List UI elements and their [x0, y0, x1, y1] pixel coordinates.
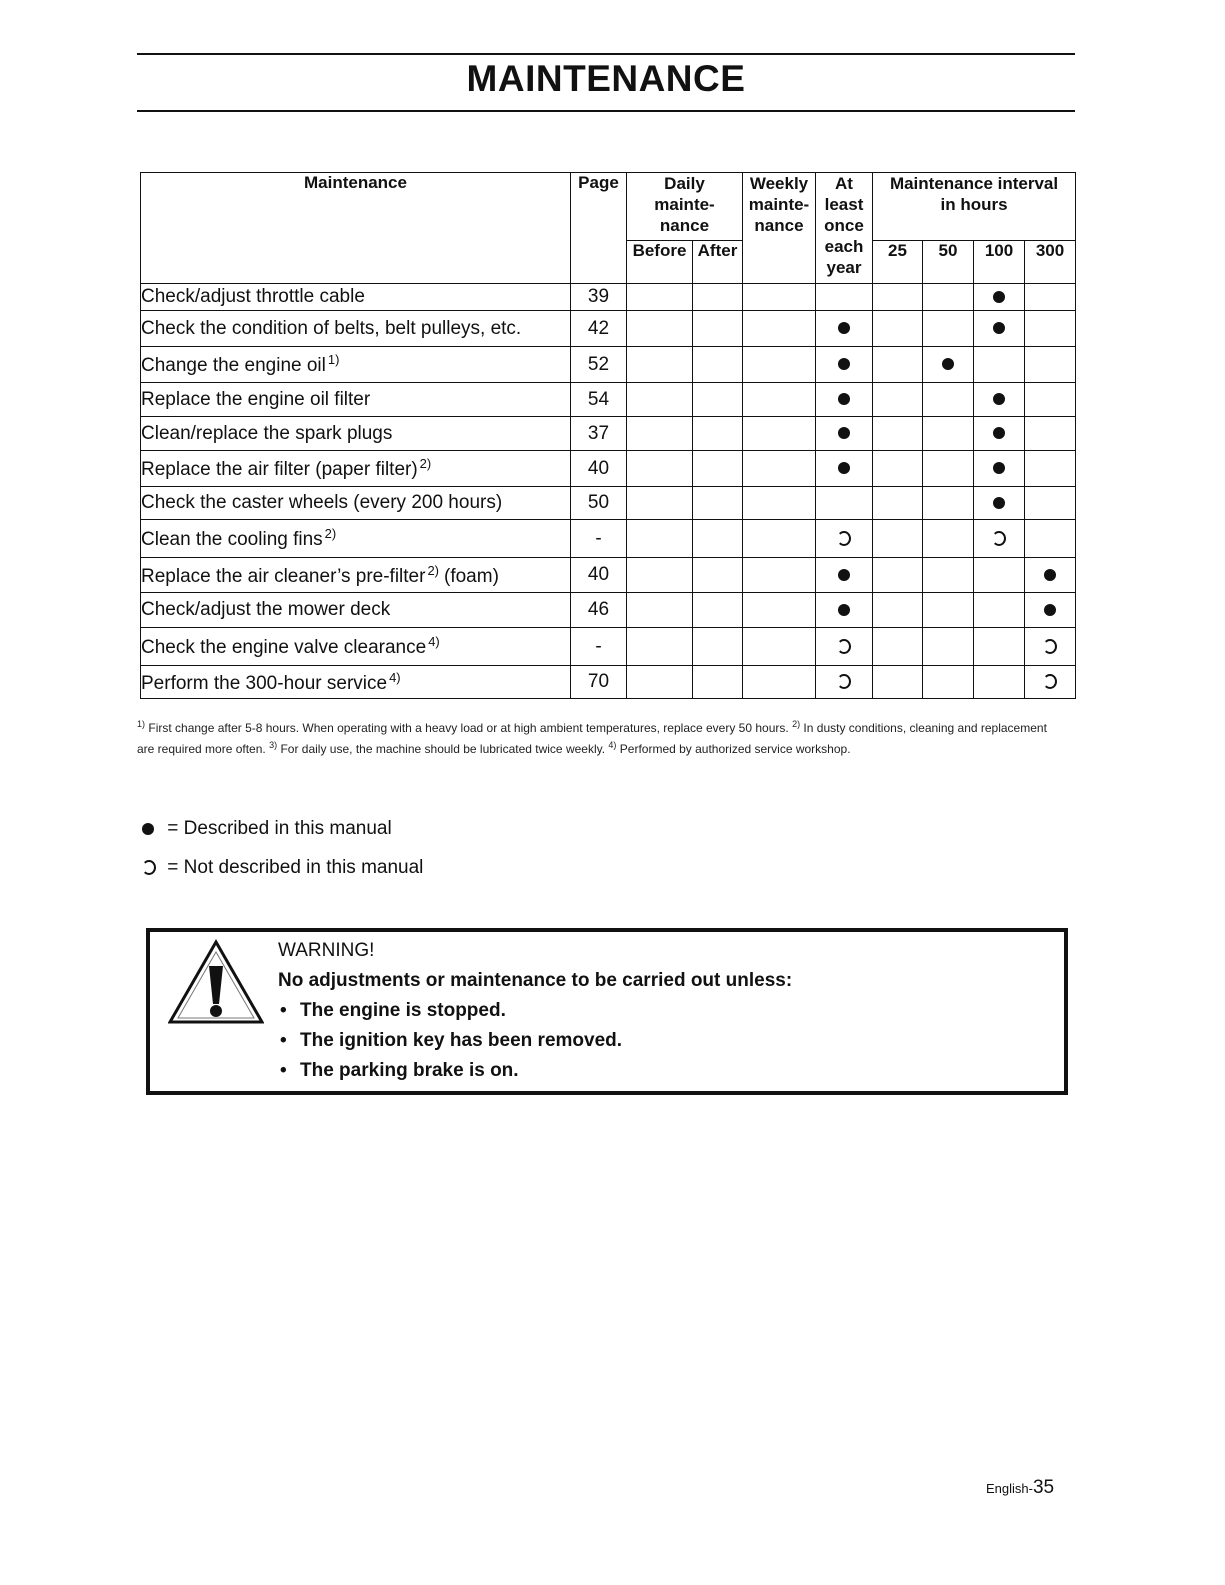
interval-cell-h25: [873, 311, 923, 347]
task-cell: [141, 451, 571, 487]
interval-cell-after: [693, 284, 743, 311]
header-annual-line1: At: [835, 174, 853, 193]
table-row: [141, 311, 1076, 347]
legend-open: [142, 857, 423, 879]
header-interval-line2: in hours: [940, 195, 1008, 214]
interval-cell-h100: [974, 417, 1025, 451]
interval-cell-after: [693, 347, 743, 383]
task-cell: [141, 487, 571, 520]
page-cell: 50: [571, 487, 627, 520]
interval-cell-weekly: [743, 311, 816, 347]
interval-cell-h25: [873, 628, 923, 666]
footnote-mark: 2): [792, 719, 801, 729]
page-title: MAINTENANCE: [466, 58, 746, 99]
interval-cell-after: [693, 487, 743, 520]
task-label: Check the condition of belts, belt pulleys, etc.: [141, 317, 522, 339]
interval-cell-weekly: [743, 558, 816, 593]
table-row: [141, 284, 1076, 311]
table-row: [141, 417, 1076, 451]
task-cell: [141, 284, 571, 311]
interval-cell-h300: [1025, 417, 1076, 451]
interval-cell-after: [693, 417, 743, 451]
filled-dot-icon: [1044, 569, 1056, 581]
footnote-mark: 4): [608, 740, 617, 750]
task-cell: [141, 628, 571, 666]
header-annual-line5: year: [826, 258, 862, 277]
header-50h: 50: [923, 241, 974, 284]
header-daily-line2: mainte-: [654, 195, 715, 214]
header-300h: 300: [1025, 241, 1076, 284]
interval-cell-after: [693, 628, 743, 666]
interval-cell-h50: [923, 347, 974, 383]
footnote-text: For daily use, the machine should be lubricated twice weekly.: [280, 742, 606, 756]
interval-cell-h25: [873, 593, 923, 628]
interval-cell-h50: [923, 593, 974, 628]
interval-cell-h100: [974, 284, 1025, 311]
header-maintenance: Maintenance: [141, 173, 571, 284]
filled-dot-icon: [993, 393, 1005, 405]
interval-cell-before: [627, 383, 693, 417]
warning-subtitle: No adjustments or maintenance to be carried out unless:: [278, 970, 793, 991]
interval-cell-h300: [1025, 347, 1076, 383]
interval-cell-h300: [1025, 628, 1076, 666]
task-label: Replace the engine oil filter: [141, 388, 371, 410]
footnote-ref: 4): [428, 634, 440, 649]
interval-cell-h50: [923, 417, 974, 451]
warning-title: WARNING!: [278, 940, 375, 961]
page-cell: 40: [571, 558, 627, 593]
interval-cell-h25: [873, 520, 923, 558]
table-row: [141, 383, 1076, 417]
filled-dot-icon: [838, 427, 850, 439]
interval-cell-h300: [1025, 593, 1076, 628]
interval-cell-h25: [873, 451, 923, 487]
interval-cell-h100: [974, 520, 1025, 558]
interval-cell-h300: [1025, 311, 1076, 347]
interval-cell-h300: [1025, 558, 1076, 593]
interval-cell-h50: [923, 284, 974, 311]
table-row: [141, 347, 1076, 383]
schedule-body: [141, 284, 1076, 699]
task-cell: [141, 417, 571, 451]
interval-cell-annual: [816, 666, 873, 699]
filled-dot-icon: [993, 497, 1005, 509]
header-weekly-line1: Weekly: [749, 174, 809, 193]
header-interval-line1: Maintenance interval: [889, 174, 1059, 193]
open-circle-icon: [837, 531, 851, 546]
interval-cell-annual: [816, 451, 873, 487]
interval-cell-annual: [816, 347, 873, 383]
interval-cell-h50: [923, 666, 974, 699]
task-cell: [141, 311, 571, 347]
table-row: [141, 593, 1076, 628]
header-before: Before: [627, 241, 693, 284]
table-row: [141, 487, 1076, 520]
interval-cell-h50: [923, 383, 974, 417]
header-annual-line4: each: [824, 237, 864, 256]
interval-cell-h50: [923, 311, 974, 347]
task-cell: [141, 383, 571, 417]
interval-cell-before: [627, 487, 693, 520]
legend-filled: [142, 818, 392, 840]
interval-cell-h300: [1025, 451, 1076, 487]
footer-page-number: 35: [1032, 1477, 1055, 1498]
footnote-text: First change after 5-8 hours. When operating with a heavy load or at high ambient temperatures, replace every 50 hours.: [148, 721, 789, 735]
interval-cell-h100: [974, 666, 1025, 699]
interval-cell-h25: [873, 558, 923, 593]
interval-cell-h100: [974, 451, 1025, 487]
interval-cell-annual: [816, 558, 873, 593]
header-annual-line3: once: [824, 216, 864, 235]
page-cell: 37: [571, 417, 627, 451]
interval-cell-h100: [974, 593, 1025, 628]
legend-filled-label: = Described in this manual: [167, 818, 392, 839]
task-cell: [141, 558, 571, 593]
task-cell: [141, 666, 571, 699]
interval-cell-before: [627, 558, 693, 593]
interval-cell-weekly: [743, 347, 816, 383]
interval-cell-h100: [974, 311, 1025, 347]
task-label: Check the caster wheels (every 200 hours): [141, 492, 503, 513]
interval-cell-annual: [816, 383, 873, 417]
open-circle-icon: [837, 639, 851, 654]
header-annual: [816, 173, 873, 284]
header-daily-line3: nance: [659, 216, 710, 235]
interval-cell-h50: [923, 628, 974, 666]
footnote-ref: 1): [327, 352, 340, 367]
filled-dot-icon: [838, 393, 850, 405]
footnote-4: [608, 742, 850, 756]
interval-cell-h25: [873, 417, 923, 451]
footnote-ref: 2): [324, 526, 337, 541]
filled-dot-icon: [993, 427, 1005, 439]
interval-cell-before: [627, 451, 693, 487]
interval-cell-h50: [923, 520, 974, 558]
interval-cell-after: [693, 451, 743, 487]
interval-cell-weekly: [743, 628, 816, 666]
filled-dot-icon: [993, 291, 1005, 303]
interval-cell-weekly: [743, 451, 816, 487]
footnote-3: [269, 742, 605, 756]
interval-cell-weekly: [743, 383, 816, 417]
interval-cell-before: [627, 417, 693, 451]
task-label: Check the engine valve clearance: [141, 637, 427, 658]
interval-cell-h300: [1025, 487, 1076, 520]
interval-cell-h100: [974, 487, 1025, 520]
task-label: Replace the air filter (paper filter): [141, 459, 418, 480]
task-label: Check/adjust the mower deck: [141, 599, 391, 620]
warning-triangle-icon: [168, 938, 264, 1026]
interval-cell-h25: [873, 284, 923, 311]
task-label: Clean/replace the spark plugs: [141, 422, 393, 444]
interval-cell-annual: [816, 284, 873, 311]
filled-dot-icon: [1044, 604, 1056, 616]
interval-cell-weekly: [743, 487, 816, 520]
filled-dot-icon: [142, 818, 162, 840]
interval-cell-after: [693, 593, 743, 628]
warning-box: [146, 928, 1068, 1095]
interval-cell-after: [693, 558, 743, 593]
interval-cell-h25: [873, 666, 923, 699]
interval-cell-h100: [974, 628, 1025, 666]
task-label: Change the engine oil: [141, 355, 326, 376]
interval-cell-h25: [873, 347, 923, 383]
task-cell: [141, 347, 571, 383]
open-circle-icon: [1043, 674, 1057, 689]
page-cell: 54: [571, 383, 627, 417]
warning-text: [278, 936, 792, 1086]
page-cell: 46: [571, 593, 627, 628]
task-suffix: (foam): [444, 565, 499, 587]
filled-dot-icon: [838, 358, 850, 370]
footnote-text: Performed by authorized service workshop.: [619, 742, 851, 756]
filled-dot-icon: [838, 604, 850, 616]
header-interval: [873, 173, 1076, 241]
interval-cell-h100: [974, 383, 1025, 417]
task-label: Check/adjust throttle cable: [141, 286, 365, 307]
header-weekly-line3: nance: [754, 216, 804, 235]
interval-cell-before: [627, 520, 693, 558]
warning-item: • The ignition key has been removed.: [278, 1026, 792, 1056]
interval-cell-h50: [923, 558, 974, 593]
interval-cell-h25: [873, 383, 923, 417]
interval-cell-before: [627, 311, 693, 347]
footnotes: [137, 716, 1067, 758]
footnote-mark: 1): [137, 719, 146, 729]
interval-cell-before: [627, 666, 693, 699]
interval-cell-h50: [923, 487, 974, 520]
interval-cell-before: [627, 347, 693, 383]
top-rule: [137, 53, 1075, 55]
interval-cell-annual: [816, 628, 873, 666]
filled-dot-icon: [838, 462, 850, 474]
open-circle-icon: [1043, 639, 1057, 654]
interval-cell-h300: [1025, 666, 1076, 699]
interval-cell-h300: [1025, 520, 1076, 558]
interval-cell-annual: [816, 311, 873, 347]
interval-cell-h300: [1025, 284, 1076, 311]
open-circle-icon: [142, 857, 162, 879]
footnote-mark: 3): [269, 740, 278, 750]
task-label: Clean the cooling fins: [141, 529, 323, 550]
interval-cell-annual: [816, 520, 873, 558]
header-annual-line2: least: [824, 195, 864, 214]
table-row: [141, 451, 1076, 487]
page-cell: 39: [571, 284, 627, 311]
footnote-ref: 2): [427, 562, 439, 578]
interval-cell-weekly: [743, 520, 816, 558]
warning-item: • The engine is stopped.: [278, 996, 792, 1026]
filled-dot-icon: [993, 462, 1005, 474]
maintenance-schedule-table: [140, 172, 1076, 699]
page-cell: 40: [571, 451, 627, 487]
table-row: [141, 558, 1076, 593]
header-100h: 100: [974, 241, 1025, 284]
interval-cell-h100: [974, 347, 1025, 383]
interval-cell-h100: [974, 558, 1025, 593]
filled-dot-icon: [942, 358, 954, 370]
page-cell: -: [571, 520, 627, 558]
open-circle-icon: [837, 674, 851, 689]
interval-cell-after: [693, 383, 743, 417]
header-weekly-line2: mainte-: [748, 195, 810, 214]
interval-cell-annual: [816, 593, 873, 628]
title-underline: [137, 110, 1075, 112]
task-cell: [141, 520, 571, 558]
open-circle-icon: [992, 531, 1006, 546]
interval-cell-after: [693, 666, 743, 699]
interval-cell-weekly: [743, 284, 816, 311]
warning-item: • The parking brake is on.: [278, 1056, 792, 1086]
page-footer: [986, 1477, 1054, 1499]
interval-cell-weekly: [743, 593, 816, 628]
interval-cell-annual: [816, 487, 873, 520]
task-cell: [141, 593, 571, 628]
interval-cell-h300: [1025, 383, 1076, 417]
interval-cell-weekly: [743, 666, 816, 699]
page-cell: 70: [571, 666, 627, 699]
filled-dot-icon: [838, 569, 850, 581]
footer-language: English-: [986, 1481, 1033, 1496]
interval-cell-before: [627, 593, 693, 628]
filled-dot-icon: [993, 322, 1005, 334]
interval-cell-annual: [816, 417, 873, 451]
legend-open-label: = Not described in this manual: [167, 857, 424, 878]
page-cell: 52: [571, 347, 627, 383]
interval-cell-after: [693, 520, 743, 558]
table-row: [141, 666, 1076, 699]
page-cell: 42: [571, 311, 627, 347]
header-daily: [627, 173, 743, 241]
footnote-ref: 2): [419, 456, 432, 471]
task-label: Perform the 300-hour service: [141, 672, 388, 694]
footnote-1: [137, 721, 789, 735]
task-label: Replace the air cleaner’s pre-filter: [141, 565, 426, 587]
filled-dot-icon: [838, 322, 850, 334]
table-row: [141, 628, 1076, 666]
interval-cell-weekly: [743, 417, 816, 451]
interval-cell-h50: [923, 451, 974, 487]
page-cell: -: [571, 628, 627, 666]
header-page: Page: [571, 173, 627, 284]
header-25h: 25: [873, 241, 923, 284]
interval-cell-h25: [873, 487, 923, 520]
header-after: After: [693, 241, 743, 284]
header-weekly: [743, 173, 816, 284]
footnote-ref: 4): [389, 669, 401, 685]
interval-cell-before: [627, 628, 693, 666]
footnote-text: In dusty conditions, cleaning and replacement are required more often.: [137, 721, 1047, 756]
warning-list: [278, 996, 792, 1086]
interval-cell-before: [627, 284, 693, 311]
interval-cell-after: [693, 311, 743, 347]
header-daily-line1: Daily: [664, 174, 705, 193]
table-row: [141, 520, 1076, 558]
